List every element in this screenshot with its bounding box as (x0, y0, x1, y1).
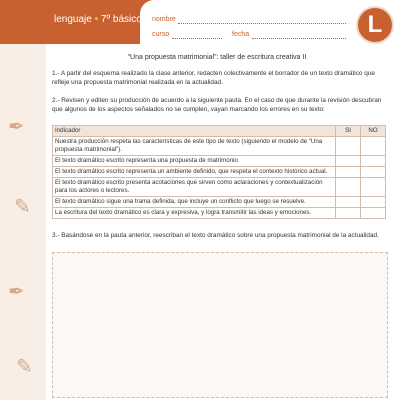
row-indicator: El texto dramático escrito representa una propuesta de matrimonio (53, 156, 336, 167)
no-cell[interactable] (361, 167, 386, 178)
worksheet-title: “Una propuesta matrimonial”: taller de escritura creativa II (127, 54, 307, 61)
name-label: nombre (152, 16, 176, 23)
si-cell[interactable] (336, 137, 361, 156)
table-row (53, 156, 386, 167)
date-label: fecha (232, 31, 250, 38)
checklist-table (52, 125, 386, 219)
grade-label: 7º básico (100, 14, 142, 25)
decorative-rail (0, 44, 46, 400)
course-label: curso (152, 31, 170, 38)
table-row (53, 167, 386, 178)
feather-icon: ✒ (8, 281, 25, 303)
table-header-row (53, 126, 386, 137)
row-indicator: El texto dramático sigue una trama definida, que incluye un conflicto que luego se resuelve. (53, 197, 336, 208)
table-row (53, 208, 386, 219)
feather-icon: ✎ (16, 356, 33, 378)
instruction-3: 3.- Basándose en la pauta anterior, reescriban el texto dramático sobre una propuesta matrimonial de la actualidad. (52, 232, 379, 239)
no-cell[interactable] (361, 208, 386, 219)
si-cell[interactable] (336, 208, 361, 219)
course-line[interactable] (172, 38, 222, 39)
worksheet-header (0, 0, 400, 44)
table-row (53, 137, 386, 156)
no-cell[interactable] (361, 178, 386, 197)
row-indicator: Nuestra producción respeta las características de este tipo de texto (siguiendo el modelo de “Una propuesta matrimonial”). (53, 137, 336, 156)
instruction-1: 1.- A partir del esquema realizado la clase anterior, redacten colectivamente el borrador de un texto dramático que refleje una propuesta matrimonial realizada en la actualidad. (52, 70, 375, 86)
feather-icon: ✒ (8, 116, 25, 138)
date-line[interactable] (252, 38, 346, 39)
table-row (53, 197, 386, 208)
name-line[interactable] (178, 23, 346, 24)
row-indicator: El texto dramático escrito presenta acotaciones que sirven como aclaraciones y contextualización para los actores o lectores. (53, 178, 336, 197)
header-si: SI (336, 126, 361, 137)
separator-dot: • (94, 14, 99, 25)
si-cell[interactable] (336, 156, 361, 167)
badge-letter: L (367, 11, 383, 38)
si-cell[interactable] (336, 178, 361, 197)
si-cell[interactable] (336, 197, 361, 208)
writing-area[interactable] (52, 252, 388, 398)
no-cell[interactable] (361, 156, 386, 167)
row-indicator: El texto dramático escrito representa un ambiente definido, que respeta el contexto histórico actual. (53, 167, 336, 178)
no-cell[interactable] (361, 197, 386, 208)
header-no: NO (361, 126, 386, 137)
row-indicator: La escritura del texto dramático es clara y expresiva, y logra transmitir las ideas y emociones. (53, 208, 336, 219)
subject-badge (356, 6, 394, 44)
feather-icon: ✎ (14, 196, 31, 218)
table-row (53, 178, 386, 197)
si-cell[interactable] (336, 167, 361, 178)
subject-label: lenguaje (54, 14, 92, 25)
instruction-2: 2.- Revisen y editen su producción de acuerdo a la siguiente pauta. En el caso de que durante la revisión descubran que algunos de los aspectos señalados no se cumplen, vayan marcando los errores en su texto: (52, 97, 382, 113)
subject-grade (54, 14, 142, 25)
header-indicador: Indicador (53, 126, 336, 137)
no-cell[interactable] (361, 137, 386, 156)
